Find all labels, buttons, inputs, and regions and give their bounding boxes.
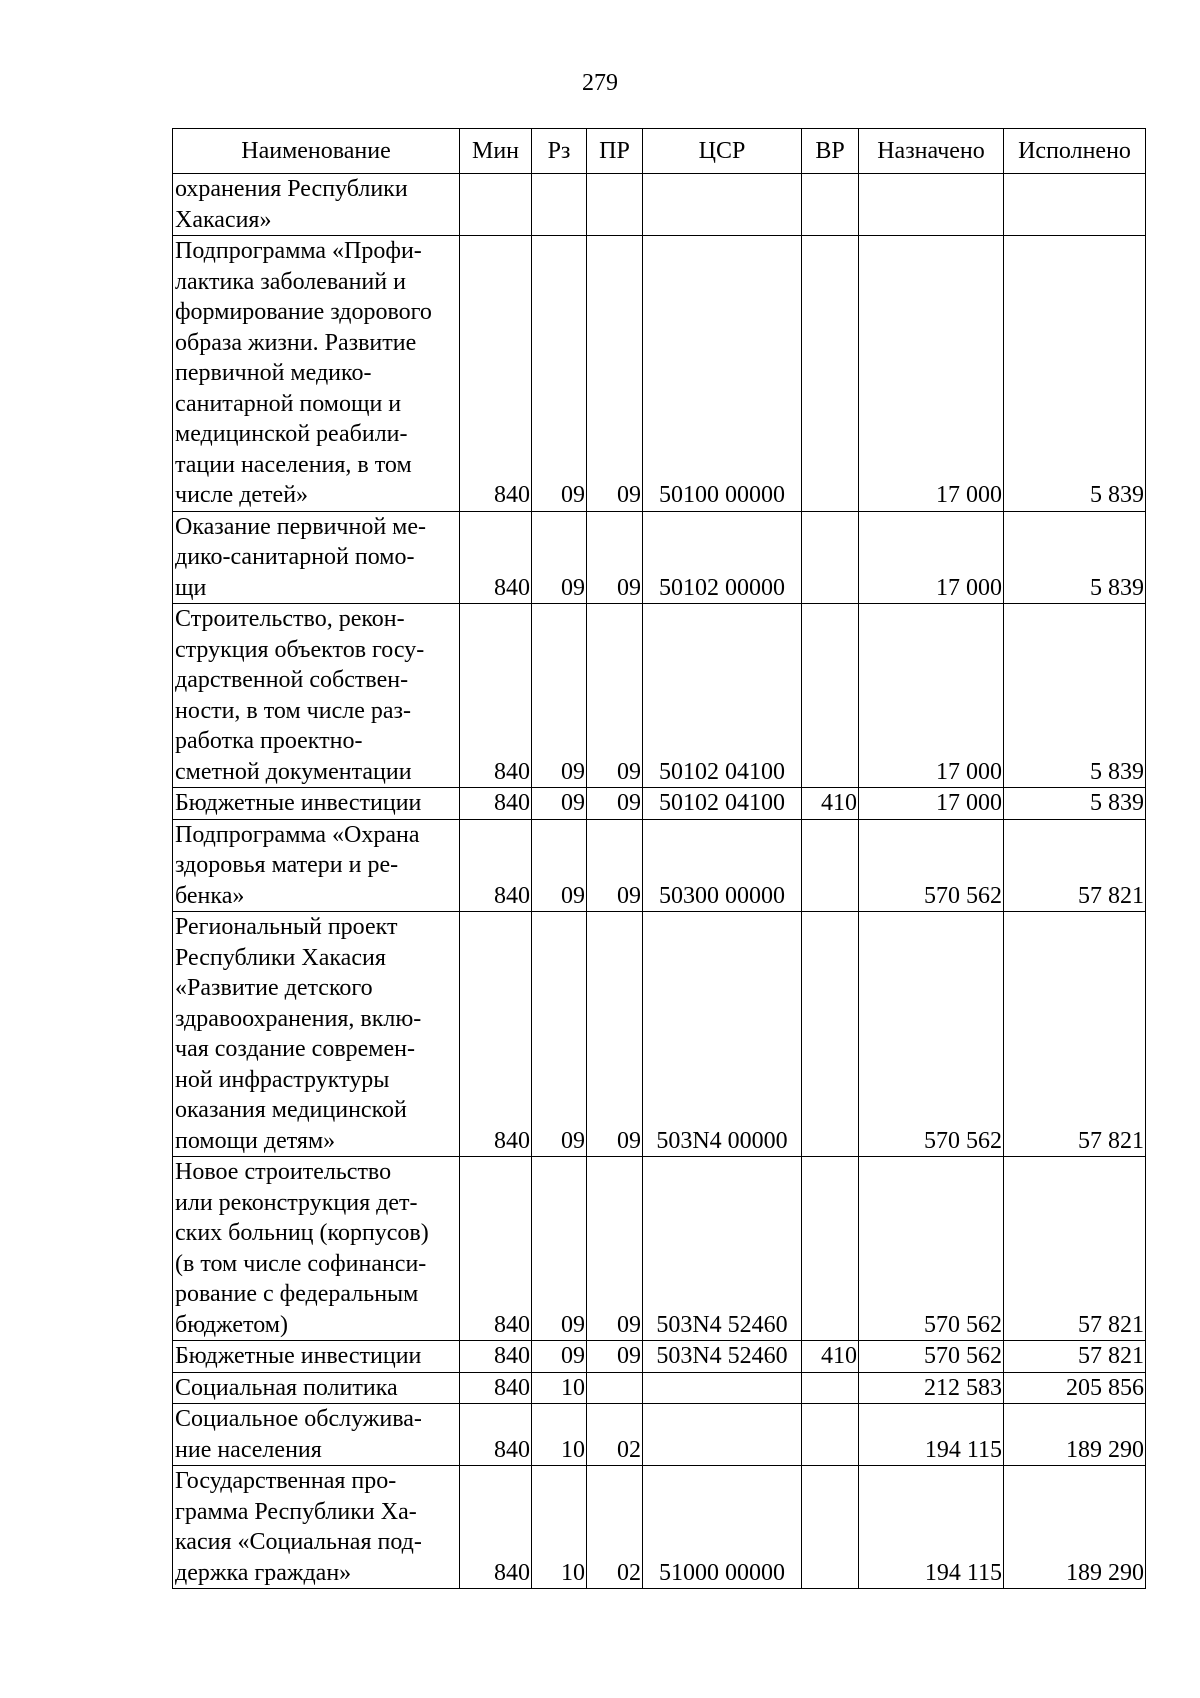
cell-vr — [802, 1372, 859, 1404]
cell-pr: 09 — [587, 236, 643, 512]
cell-name-line: Оказание первичной ме- — [175, 513, 427, 540]
cell-rz: 10 — [532, 1404, 587, 1466]
cell-min: 840 — [460, 1341, 532, 1373]
cell-name-line: образа жизни. Развитие — [175, 329, 417, 356]
cell-name-line: медицинской реабили- — [175, 421, 408, 447]
cell-rz: 09 — [532, 819, 587, 912]
cell-name-line: сметной документации — [175, 758, 412, 785]
table-row — [173, 788, 1146, 820]
cell-vr — [802, 912, 859, 1157]
cell-min: 840 — [460, 604, 532, 788]
cell-vr: 410 — [802, 788, 859, 820]
cell-name-line: лактика заболеваний и — [175, 268, 406, 295]
cell-pr: 09 — [587, 604, 643, 788]
budget-execution-table — [172, 128, 1146, 1589]
header-pr: ПР — [587, 129, 643, 174]
table-row — [173, 1341, 1146, 1373]
cell-name — [173, 1341, 460, 1373]
cell-csr — [643, 1372, 802, 1404]
cell-csr: 50102 04100 — [643, 604, 802, 788]
cell-name-line: Подпрограмма «Охрана — [175, 821, 420, 848]
cell-rz: 09 — [532, 788, 587, 820]
cell-vr — [802, 819, 859, 912]
cell-csr: 50300 00000 — [643, 819, 802, 912]
cell-name-line: Бюджетные инвестиции — [175, 790, 422, 816]
cell-pr: 02 — [587, 1404, 643, 1466]
cell-assigned: 17 000 — [859, 236, 1004, 512]
cell-assigned: 570 562 — [859, 912, 1004, 1157]
cell-name-line: формирование здорового — [175, 299, 432, 325]
cell-executed: 189 290 — [1004, 1404, 1146, 1466]
table-row — [173, 1372, 1146, 1404]
cell-name-line: или реконструкция дет- — [175, 1189, 418, 1216]
table-row — [173, 604, 1146, 788]
cell-name-line: Социальное обслужива- — [175, 1406, 422, 1432]
cell-name-line: бюджетом) — [175, 1311, 288, 1338]
cell-name — [173, 604, 460, 788]
table-row — [173, 511, 1146, 604]
cell-name — [173, 1404, 460, 1466]
cell-name-line: дарственной собствен- — [175, 667, 409, 693]
page-number: 279 — [582, 70, 618, 96]
table-row — [173, 174, 1146, 236]
cell-name-line: Республики Хакасия — [175, 944, 386, 971]
cell-csr: 51000 00000 — [643, 1466, 802, 1589]
cell-name-line: здравоохранения, вклю- — [175, 1005, 422, 1032]
cell-vr — [802, 511, 859, 604]
cell-csr: 50102 04100 — [643, 788, 802, 820]
cell-min: 840 — [460, 1466, 532, 1589]
header-name: Наименование — [173, 129, 460, 174]
cell-name-line: ной инфраструктуры — [175, 1066, 390, 1093]
table-header-row — [173, 129, 1146, 174]
cell-name-line: числе детей» — [175, 482, 309, 508]
cell-pr: 09 — [587, 511, 643, 604]
cell-min: 840 — [460, 1157, 532, 1341]
cell-executed: 57 821 — [1004, 1157, 1146, 1341]
cell-name-line: тации населения, в том — [175, 451, 412, 478]
cell-assigned: 17 000 — [859, 788, 1004, 820]
cell-pr: 09 — [587, 912, 643, 1157]
cell-name — [173, 819, 460, 912]
cell-assigned: 570 562 — [859, 1341, 1004, 1373]
cell-vr: 410 — [802, 1341, 859, 1373]
cell-executed: 57 821 — [1004, 912, 1146, 1157]
cell-name-line: Социальная политика — [175, 1374, 398, 1401]
cell-name-line: Государственная про- — [175, 1468, 397, 1494]
cell-name-line: ние населения — [175, 1436, 322, 1463]
cell-csr: 503N4 52460 — [643, 1157, 802, 1341]
cell-name-line: Новое строительство — [175, 1159, 392, 1185]
cell-assigned — [859, 174, 1004, 236]
cell-name-line: Бюджетные инвестиции — [175, 1343, 422, 1369]
cell-rz: 09 — [532, 912, 587, 1157]
cell-executed: 57 821 — [1004, 819, 1146, 912]
cell-vr — [802, 604, 859, 788]
cell-name — [173, 236, 460, 512]
cell-name-line: дико-санитарной помо- — [175, 544, 415, 570]
cell-csr: 503N4 52460 — [643, 1341, 802, 1373]
cell-min: 840 — [460, 1404, 532, 1466]
cell-name-line: грамма Республики Ха- — [175, 1498, 417, 1525]
cell-name-line: Подпрограмма «Профи- — [175, 238, 422, 264]
cell-min: 840 — [460, 1372, 532, 1404]
cell-executed — [1004, 174, 1146, 236]
cell-rz: 09 — [532, 511, 587, 604]
cell-name-line: санитарной помощи и — [175, 390, 402, 417]
cell-vr — [802, 1157, 859, 1341]
cell-csr: 50100 00000 — [643, 236, 802, 512]
cell-pr: 09 — [587, 1157, 643, 1341]
cell-min: 840 — [460, 819, 532, 912]
cell-pr: 09 — [587, 1341, 643, 1373]
table-body — [173, 174, 1146, 1589]
cell-assigned: 570 562 — [859, 1157, 1004, 1341]
cell-name-line: струкция объектов госу- — [175, 636, 425, 663]
cell-name — [173, 174, 460, 236]
cell-pr — [587, 174, 643, 236]
header-executed: Исполнено — [1004, 129, 1146, 174]
cell-pr: 02 — [587, 1466, 643, 1589]
cell-assigned: 212 583 — [859, 1372, 1004, 1404]
cell-name-line: оказания медицинской — [175, 1097, 407, 1123]
cell-name — [173, 1466, 460, 1589]
cell-csr: 503N4 00000 — [643, 912, 802, 1157]
cell-min: 840 — [460, 236, 532, 512]
cell-name-line: первичной медико- — [175, 360, 372, 386]
cell-csr — [643, 1404, 802, 1466]
cell-name-line: охранения Республики — [175, 176, 408, 202]
cell-name — [173, 1372, 460, 1404]
table-row — [173, 1157, 1146, 1341]
cell-name-line: ских больниц (корпусов) — [175, 1220, 429, 1246]
cell-name — [173, 912, 460, 1157]
cell-rz — [532, 174, 587, 236]
header-assigned: Назначено — [859, 129, 1004, 174]
cell-name-line: чая создание современ- — [175, 1036, 415, 1062]
table-row — [173, 912, 1146, 1157]
cell-name — [173, 511, 460, 604]
cell-executed: 5 839 — [1004, 236, 1146, 512]
cell-executed: 205 856 — [1004, 1372, 1146, 1404]
header-vr: ВР — [802, 129, 859, 174]
cell-name-line: держка граждан» — [175, 1559, 352, 1586]
cell-rz: 09 — [532, 236, 587, 512]
cell-executed: 5 839 — [1004, 511, 1146, 604]
cell-executed: 57 821 — [1004, 1341, 1146, 1373]
cell-vr — [802, 236, 859, 512]
cell-rz: 10 — [532, 1466, 587, 1589]
cell-executed: 5 839 — [1004, 604, 1146, 788]
cell-name-line: «Развитие детского — [175, 975, 373, 1001]
table-row — [173, 1404, 1146, 1466]
table-row — [173, 1466, 1146, 1589]
cell-name — [173, 1157, 460, 1341]
cell-min: 840 — [460, 511, 532, 604]
table-row — [173, 819, 1146, 912]
cell-name-line: касия «Социальная под- — [175, 1529, 422, 1555]
cell-name-line: бенка» — [175, 882, 245, 909]
cell-pr: 09 — [587, 788, 643, 820]
header-csr: ЦСР — [643, 129, 802, 174]
cell-rz: 09 — [532, 604, 587, 788]
cell-name-line: Региональный проект — [175, 914, 398, 940]
header-rz: Рз — [532, 129, 587, 174]
cell-pr — [587, 1372, 643, 1404]
cell-name-line: (в том числе софинанси- — [175, 1250, 427, 1277]
cell-assigned: 194 115 — [859, 1404, 1004, 1466]
header-min: Мин — [460, 129, 532, 174]
cell-rz: 09 — [532, 1157, 587, 1341]
cell-name-line: ности, в том числе раз- — [175, 697, 411, 724]
cell-assigned: 570 562 — [859, 819, 1004, 912]
cell-name — [173, 788, 460, 820]
cell-assigned: 194 115 — [859, 1466, 1004, 1589]
cell-vr — [802, 1466, 859, 1589]
cell-assigned: 17 000 — [859, 604, 1004, 788]
cell-executed: 189 290 — [1004, 1466, 1146, 1589]
cell-name-line: рование с федеральным — [175, 1281, 419, 1307]
cell-csr: 50102 00000 — [643, 511, 802, 604]
cell-csr — [643, 174, 802, 236]
cell-name-line: Строительство, рекон- — [175, 606, 405, 632]
cell-name-line: здоровья матери и ре- — [175, 852, 399, 878]
cell-name-line: щи — [175, 574, 207, 601]
cell-name-line: работка проектно- — [175, 728, 363, 754]
cell-min: 840 — [460, 788, 532, 820]
cell-rz: 10 — [532, 1372, 587, 1404]
cell-name-line: Хакасия» — [175, 206, 272, 233]
cell-rz: 09 — [532, 1341, 587, 1373]
cell-vr — [802, 174, 859, 236]
cell-name-line: помощи детям» — [175, 1127, 336, 1154]
table-row — [173, 236, 1146, 512]
cell-executed: 5 839 — [1004, 788, 1146, 820]
cell-assigned: 17 000 — [859, 511, 1004, 604]
cell-min — [460, 174, 532, 236]
cell-pr: 09 — [587, 819, 643, 912]
cell-vr — [802, 1404, 859, 1466]
cell-min: 840 — [460, 912, 532, 1157]
